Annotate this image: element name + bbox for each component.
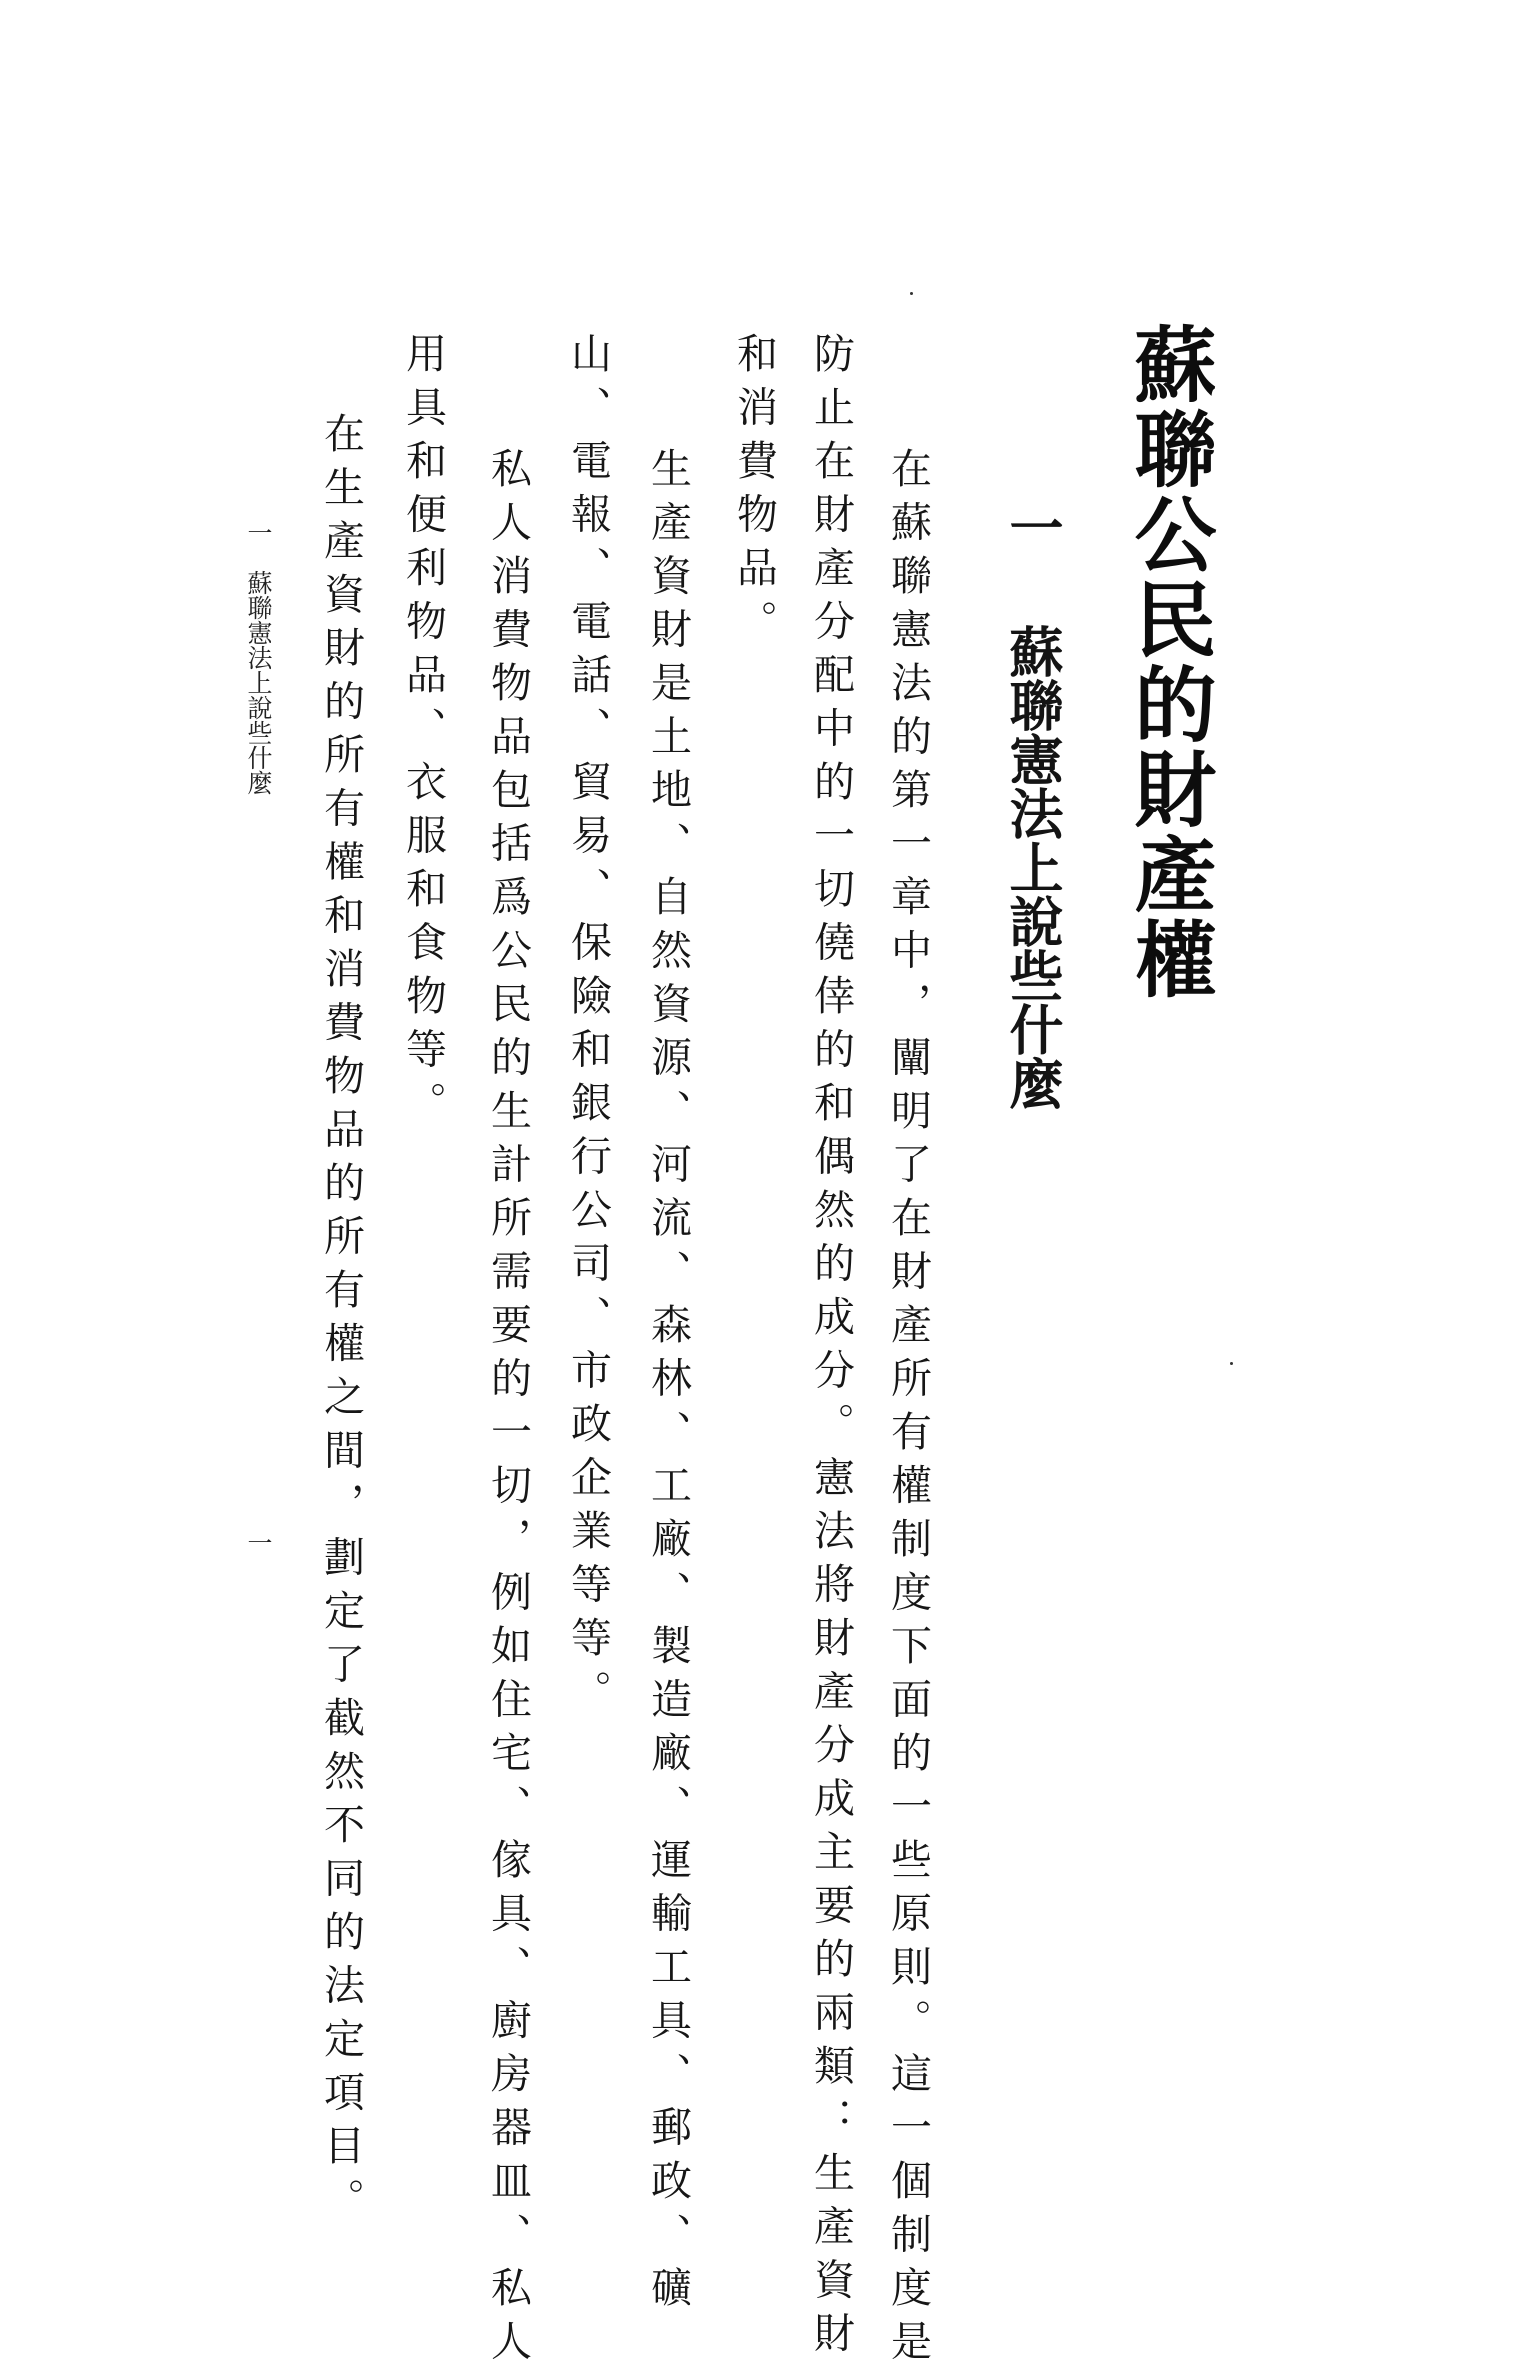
body-column-7: 用具和便利物品、衣服和食物等。	[399, 332, 447, 1135]
chapter-number: 一	[1001, 500, 1065, 554]
body-column-5: 山、電報、電話、貿易、保險和銀行公司、市政企業等等。	[564, 332, 612, 1723]
chapter-heading	[1001, 500, 1065, 1110]
body-column-8: 在生產資財的所有權和消費物品的所有權之間，劃定了截然不同的法定項目。	[317, 412, 365, 2231]
scan-speck	[1230, 1362, 1233, 1365]
body-column-6: 私人消費物品包括爲公民的生計所需要的一切，例如住宅、傢具、廚房器皿、私人	[484, 447, 532, 2373]
body-column-2: 防止在財產分配中的一切僥倖的和偶然的成分。憲法將財產分成主要的兩類：生產資財	[807, 332, 855, 2365]
page-title: 蘇聯公民的財產權	[1121, 322, 1217, 1002]
chapter-title: 蘇聯憲法上說些什麼	[1001, 624, 1065, 1110]
body-column-3: 和消費物品。	[730, 332, 778, 653]
body-column-4: 生產資財是土地、自然資源、河流、森林、工廠、製造廠、運輸工具、郵政、礦	[644, 447, 692, 2320]
running-head: 一 蘇聯憲法上說些什麼	[244, 520, 273, 795]
scan-speck	[910, 292, 913, 295]
body-column-1: 在蘇聯憲法的第一章中，闡明了在財產所有權制度下面的一些原則。這一個制度是	[884, 447, 932, 2373]
page-number: 一	[244, 1530, 273, 1555]
